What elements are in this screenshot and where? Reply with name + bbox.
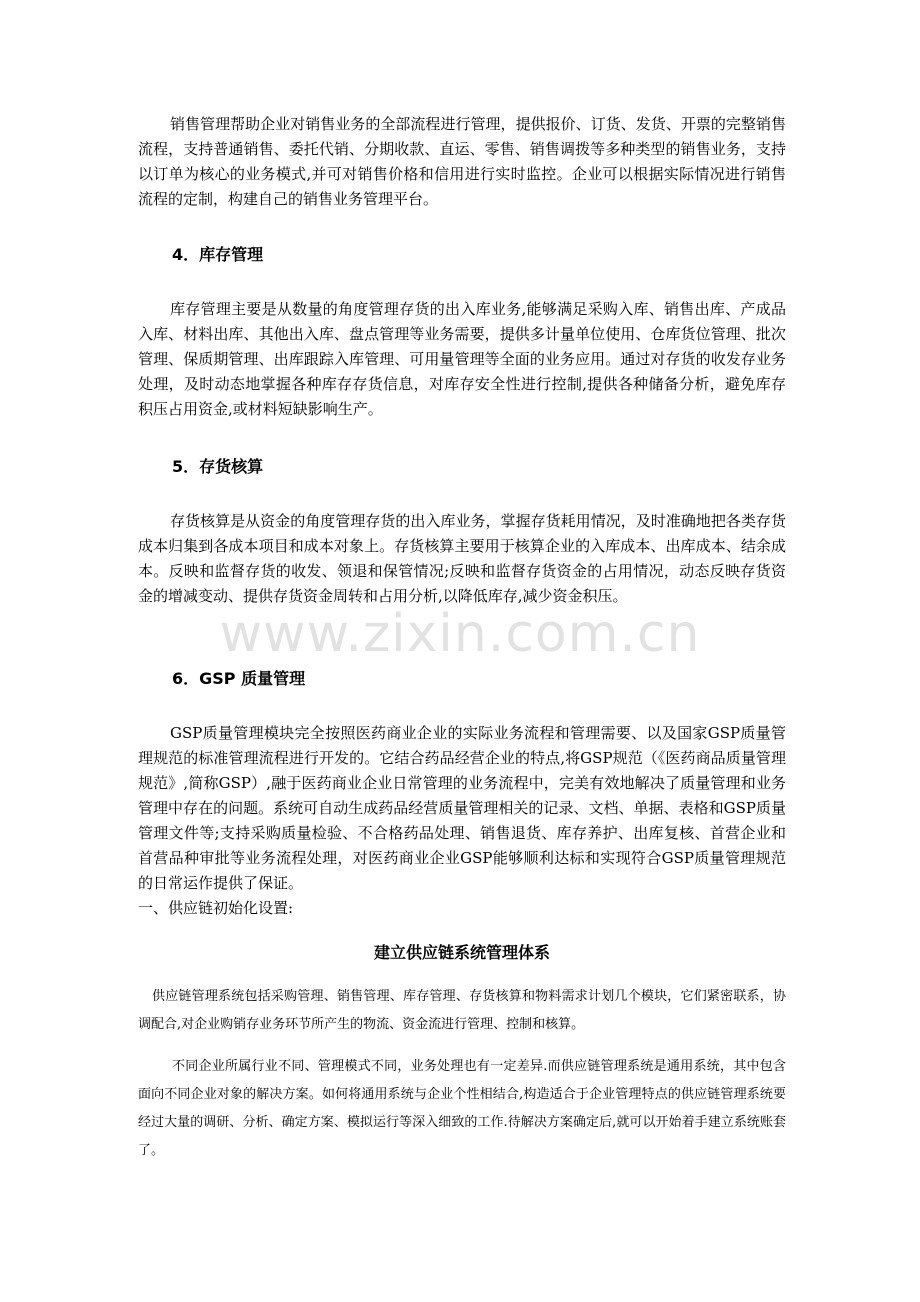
supply-chain-overview-paragraph: 供应链管理系统包括采购管理、销售管理、库存管理、存货核算和物料需求计划几个模块，它们紧密联系，协调配合,对企业购销存业务环节所产生的物流、资金流进行管理、控制和核算。: [138, 989, 786, 1032]
inventory-costing-paragraph: 存货核算是从资金的角度管理存货的出入库业务，掌握存货耗用情况，及时准确地把各类存货成本归集到各成本项目和成本对象上。存货核算主要用于核算企业的入库成本、出库成本、结余成本。反映和监督存货的收发、领退和保管情况;反映和监督存货资金的占用情况，动态反映存货资金的增减变动、提供存货资金周转和占用分析,以降低库存,减少资金积压。: [138, 512, 786, 605]
watermark: www.zixin.com.cn: [219, 604, 701, 664]
heading-inventory-costing: 5．存货核算: [172, 457, 264, 476]
gsp-quality-paragraph: GSP质量管理模块完全按照医药商业企业的实际业务流程和管理需要、以及国家GSP质量管理规范的标准管理流程进行开发的。它结合药品经营企业的特点,将GSP规范（《医药商品质量管理规范》,简称GSP）,融于医药商业企业日常管理的业务流程中，完美有效地解决了质量管理和业务管理中存在的问题。系统可自动生成药品经营质量管理相关的记录、文档、单据、表格和GSP质量管理文件等;支持采购质量检验、不合格药品处理、销售退货、库存养护、出库复核、首营企业和首营品种审批等业务流程处理，对医药商业企业GSP能够顺利达标和实现符合GSP质量管理规范的日常运作提供了保证。: [138, 724, 786, 892]
inventory-management-paragraph: 库存管理主要是从数量的角度管理存货的出入库业务,能够满足采购入库、销售出库、产成品入库、材料出库、其他出入库、盘点管理等业务需要，提供多计量单位使用、仓库货位管理、批次管理、保质期管理、出库跟踪入库管理、可用量管理等全面的业务应用。通过对存货的收发存业务处理，及时动态地掌握各种库存存货信息，对库存安全性进行控制,提供各种储备分析，避免库存积压占用资金,或材料短缺影响生产。: [138, 300, 786, 418]
supply-chain-system-title: 建立供应链系统管理体系: [373, 943, 550, 962]
sales-management-paragraph: 销售管理帮助企业对销售业务的全部流程进行管理，提供报价、订货、发货、开票的完整销售流程，支持普通销售、委托代销、分期收款、直运、零售、销售调拨等多种类型的销售业务，支持以订单为核心的业务模式,并可对销售价格和信用进行实时监控。企业可以根据实际情况进行销售流程的定制，构建自己的销售业务管理平台。: [138, 115, 786, 208]
supply-chain-init-heading: 一、供应链初始化设置:: [138, 899, 294, 917]
solution-approach-paragraph: 不同企业所属行业不同、管理模式不同，业务处理也有一定差异.而供应链管理系统是通用系统，其中包含面向不同企业对象的解决方案。如何将通用系统与企业个性相结合,构造适合于企业管理特点的供应链管理系统要经过大量的调研、分析、确定方案、模拟运行等深入细致的工作.待解决方案确定后,就可以开始着手建立系统账套了。: [138, 1059, 786, 1158]
heading-gsp-quality: 6．GSP 质量管理: [172, 669, 306, 688]
heading-inventory-management: 4．库存管理: [172, 245, 264, 264]
